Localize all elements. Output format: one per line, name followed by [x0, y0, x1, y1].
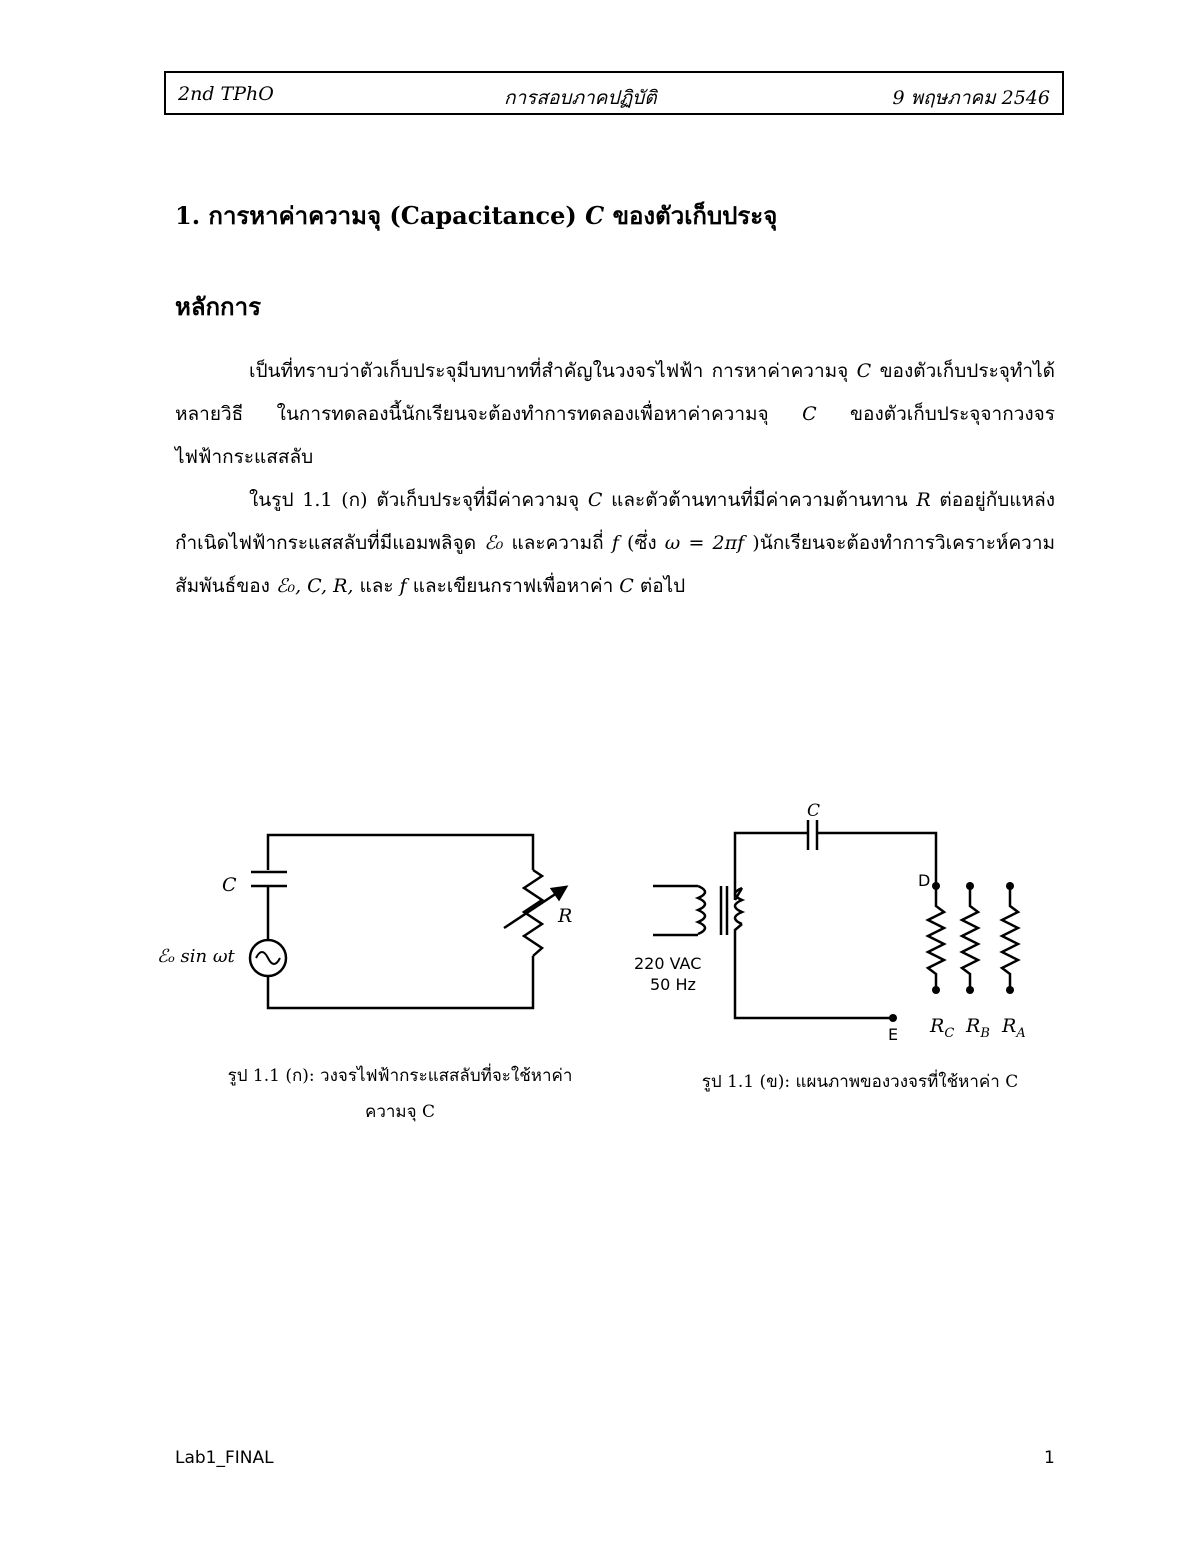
terminal-dots	[889, 882, 1014, 1022]
fig2-label-rc: $R_C$	[930, 1015, 955, 1041]
fig2-label-c: C	[807, 801, 821, 821]
fig2-voltage: 220 VAC	[634, 954, 702, 973]
header-center: การสอบภาคปฏิบัติ	[504, 87, 657, 109]
paragraph-2: ในรูป 1.1 (ก) ตัวเก็บประจุที่มีค่าความจุ C และตัวต้านทานที่มีค่าความต้านทาน R ต่ออยู่กับแหล่งกำเนิดไฟฟ้ากระแสสลับที่มีแอมพลิจูด ℰ₀ และความถี่ f (ซึ่ง ω = 2πf )นักเรียนจะต้องทำการวิเคราะห์ความสัมพันธ์ของ ℰ₀, C, R, และ f และเขียนกราฟเพื่อหาค่า C ต่อไป	[175, 489, 1056, 597]
fig1-label-c: C	[222, 874, 237, 896]
title-var: C	[585, 201, 605, 230]
fig1-label-r: R	[558, 905, 573, 927]
section-heading: หลักการ	[175, 292, 261, 321]
fig1-source-label: ℰₒ sin ωt	[157, 946, 235, 967]
resistor-ra-icon	[1002, 886, 1018, 990]
page-number: 1	[1044, 1448, 1055, 1468]
figure-1b	[653, 820, 1018, 1018]
caption1-line2: ความจุ C	[364, 1102, 436, 1122]
figure-1b-caption: รูป 1.1 (ข): แผนภาพของวงจรที่ใช้หาค่า C	[701, 1072, 1019, 1092]
footer-left: Lab1_FINAL	[175, 1448, 274, 1468]
header-right: 9 พฤษภาคม 2546	[892, 87, 1050, 109]
figure-1a-caption	[190, 1058, 610, 1130]
fig2-frequency: 50 Hz	[650, 975, 696, 994]
figure-1a	[250, 835, 566, 1008]
title-suffix: ของตัวเก็บประจุ	[604, 201, 778, 230]
caption1-line1: รูป 1.1 (ก): วงจรไฟฟ้ากระแสสลับที่จะใช้หาค่า	[227, 1066, 573, 1086]
fig2-label-rb: $R_B$	[966, 1015, 990, 1041]
transformer-primary-icon	[698, 886, 705, 934]
resistor-rc-icon	[928, 886, 944, 990]
header-left: 2nd TPhO	[178, 83, 274, 105]
paragraph-1: เป็นที่ทราบว่าตัวเก็บประจุมีบทบาทที่สำคัญในวงจรไฟฟ้า การหาค่าความจุ C ของตัวเก็บประจุทำได้หลายวิธี ในการทดลองนี้นักเรียนจะต้องทำการทดลองเพื่อหาค่าความจุ C ของตัวเก็บประจุจากวงจรไฟฟ้ากระแสสลับ	[175, 360, 1056, 468]
fig2-label-ra: $R_A$	[1002, 1015, 1026, 1041]
resistor-rb-icon	[962, 886, 978, 990]
fig2-label-d: D	[918, 871, 931, 890]
title-text: 1. การหาค่าความจุ (Capacitance)	[175, 201, 586, 230]
fig2-label-e: E	[888, 1025, 899, 1044]
